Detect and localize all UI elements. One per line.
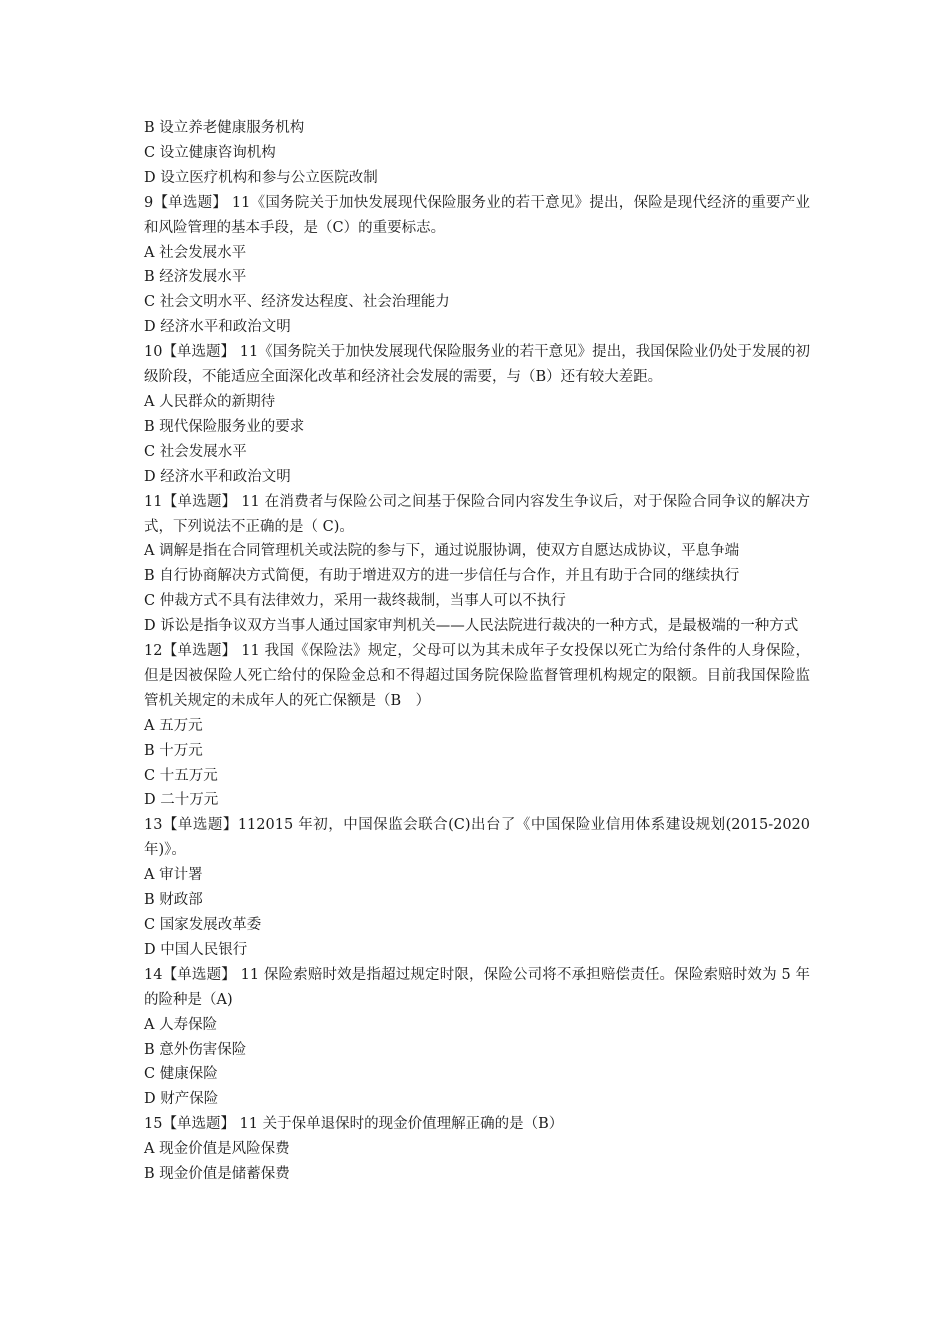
option-line: A 五万元 — [144, 717, 203, 734]
option-line: A 人寿保险 — [144, 1016, 218, 1033]
option-line: D 二十万元 — [144, 792, 219, 809]
question-stem: 10【单选题】 11《国务院关于加快发展现代保险服务业的若干意见》提出，我国保险业仍处于发展的初级阶段，不能适应全面深化改革和经济社会发展的需要，与（B）还有较大差距。 — [144, 344, 810, 386]
option-line: A 调解是指在合同管理机关或法院的参与下，通过说服协调，使双方自愿达成协议，平息争端 — [144, 543, 740, 560]
option-line: B 经济发展水平 — [144, 269, 247, 286]
option-line: B 十万元 — [144, 742, 203, 759]
option-line: B 意外伤害保险 — [144, 1041, 247, 1058]
question-stem: 9【单选题】 11《国务院关于加快发展现代保险服务业的若干意见》提出，保险是现代经济的重要产业和风险管理的基本手段，是（C）的重要标志。 — [144, 194, 810, 236]
option-line: B 自行协商解决方式简便，有助于增进双方的进一步信任与合作，并且有助于合同的继续执行 — [144, 568, 740, 585]
question-stem: 14【单选题】 11 保险索赔时效是指超过规定时限，保险公司将不承担赔偿责任。保险索赔时效为 5 年的险种是（A) — [144, 966, 810, 1008]
option-line: A 人民群众的新期待 — [144, 393, 276, 410]
option-line: A 现金价值是风险保费 — [144, 1141, 290, 1158]
document-content — [144, 116, 810, 1187]
question-stem: 13【单选题】112015 年初，中国保监会联合(C)出台了《中国保险业信用体系建设规划(2015-2020年)》。 — [144, 817, 810, 859]
question-stem: 12【单选题】 11 我国《保险法》规定，父母可以为其未成年子女投保以死亡为给付条件的人身保险，但是因被保险人死亡给付的保险金总和不得超过国务院保险监督管理机构规定的限额。目前我国保险监管机关规定的未成年人的死亡保额是（B ） — [144, 643, 810, 709]
option-line: D 中国人民银行 — [144, 941, 248, 958]
option-line: C 国家发展改革委 — [144, 917, 262, 933]
option-line: D 设立医疗机构和参与公立医院改制 — [144, 169, 378, 186]
option-line: A 审计署 — [144, 867, 203, 884]
option-line: D 经济水平和政治文明 — [144, 319, 291, 336]
option-line: C 设立健康咨询机构 — [144, 144, 276, 161]
option-line: B 现金价值是储蓄保费 — [144, 1166, 290, 1183]
option-line: C 十五万元 — [144, 767, 218, 784]
option-line: C 仲裁方式不具有法律效力，采用一裁终裁制，当事人可以不执行 — [144, 593, 566, 610]
option-line: B 财政部 — [144, 892, 203, 909]
question-stem: 11【单选题】 11 在消费者与保险公司之间基于保险合同内容发生争议后，对于保险合同争议的解决方式，下列说法不正确的是（ C)。 — [144, 493, 810, 535]
option-line: A 社会发展水平 — [144, 244, 247, 261]
option-line: D 诉讼是指争议双方当事人通过国家审判机关——人民法院进行裁决的一种方式，是最极端的一种方式 — [144, 618, 799, 635]
option-line: B 现代保险服务业的要求 — [144, 418, 305, 435]
option-line: C 社会发展水平 — [144, 443, 247, 460]
option-line: B 设立养老健康服务机构 — [144, 120, 305, 136]
question-stem: 15【单选题】 11 关于保单退保时的现金价值理解正确的是（B） — [144, 1116, 564, 1133]
option-line: D 财产保险 — [144, 1091, 219, 1108]
option-line: D 经济水平和政治文明 — [144, 468, 291, 485]
option-line: C 健康保险 — [144, 1066, 218, 1083]
option-line: C 社会文明水平、经济发达程度、社会治理能力 — [144, 294, 450, 311]
